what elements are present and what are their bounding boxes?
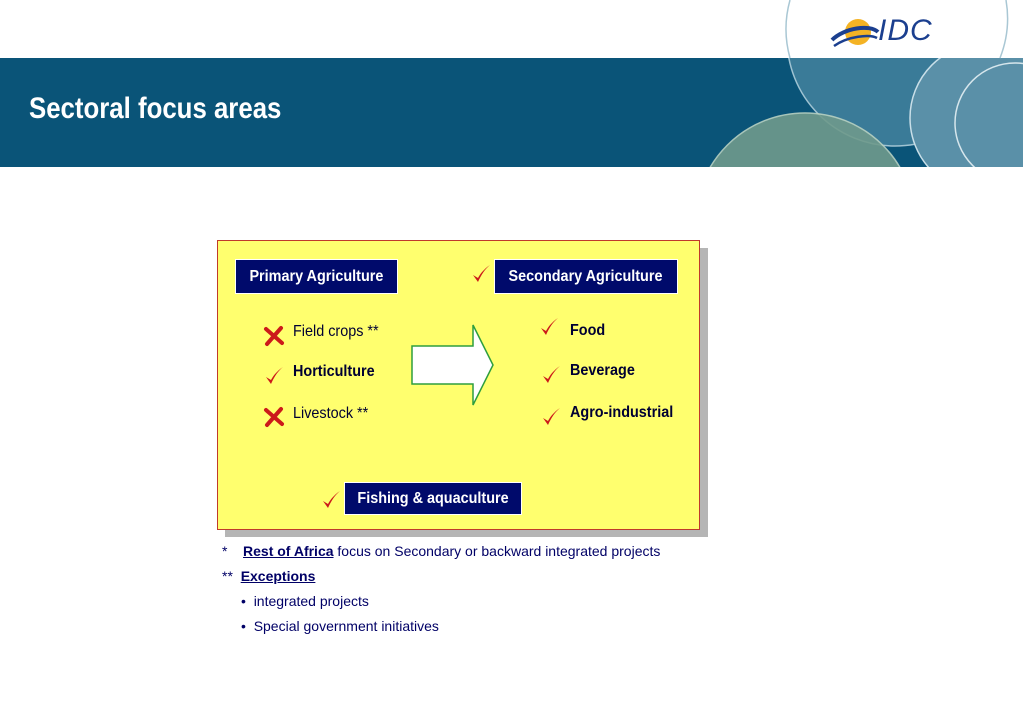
bullet-icon: • [241,593,246,609]
bullet-text: integrated projects [253,593,369,609]
primary-agriculture-box: Primary Agriculture [235,259,398,294]
idc-logo [830,14,970,54]
check-icon [320,489,342,511]
page-title: Sectoral focus areas [29,92,282,125]
list-item-beverage: Beverage [570,362,635,379]
check-icon [540,364,562,386]
list-item-food: Food [570,322,606,339]
rest-of-africa-link[interactable]: Rest of Africa [243,543,334,559]
list-item-agro-industrial: Agro-industrial [570,404,674,421]
check-icon [540,406,562,428]
footnote-marker: ** [222,568,233,584]
exceptions-link[interactable]: Exceptions [240,568,316,584]
footnote-marker: * [222,543,228,559]
cross-icon [263,406,285,428]
footnote-rest-of-africa [222,543,660,559]
list-item [241,593,369,609]
list-item-field-crops: Field crops ** [293,323,379,340]
cross-icon [263,325,285,347]
logo-text: IDC [878,14,933,47]
bullet-text: Special government initiatives [253,618,439,634]
right-arrow-icon [409,322,497,408]
list-item-livestock: Livestock ** [293,405,369,422]
title-banner [0,58,1023,167]
footnote-text: focus on Secondary or backward integrated projects [337,543,661,559]
list-item [241,618,439,634]
secondary-agriculture-box: Secondary Agriculture [494,259,678,294]
check-icon [538,316,560,338]
sun-swoosh-icon [830,14,880,54]
check-icon [470,263,492,285]
check-icon [263,365,285,387]
list-item-horticulture: Horticulture [293,363,375,380]
footnote-exceptions [222,568,315,584]
bullet-icon: • [241,618,246,634]
fishing-aquaculture-box: Fishing & aquaculture [344,482,522,515]
